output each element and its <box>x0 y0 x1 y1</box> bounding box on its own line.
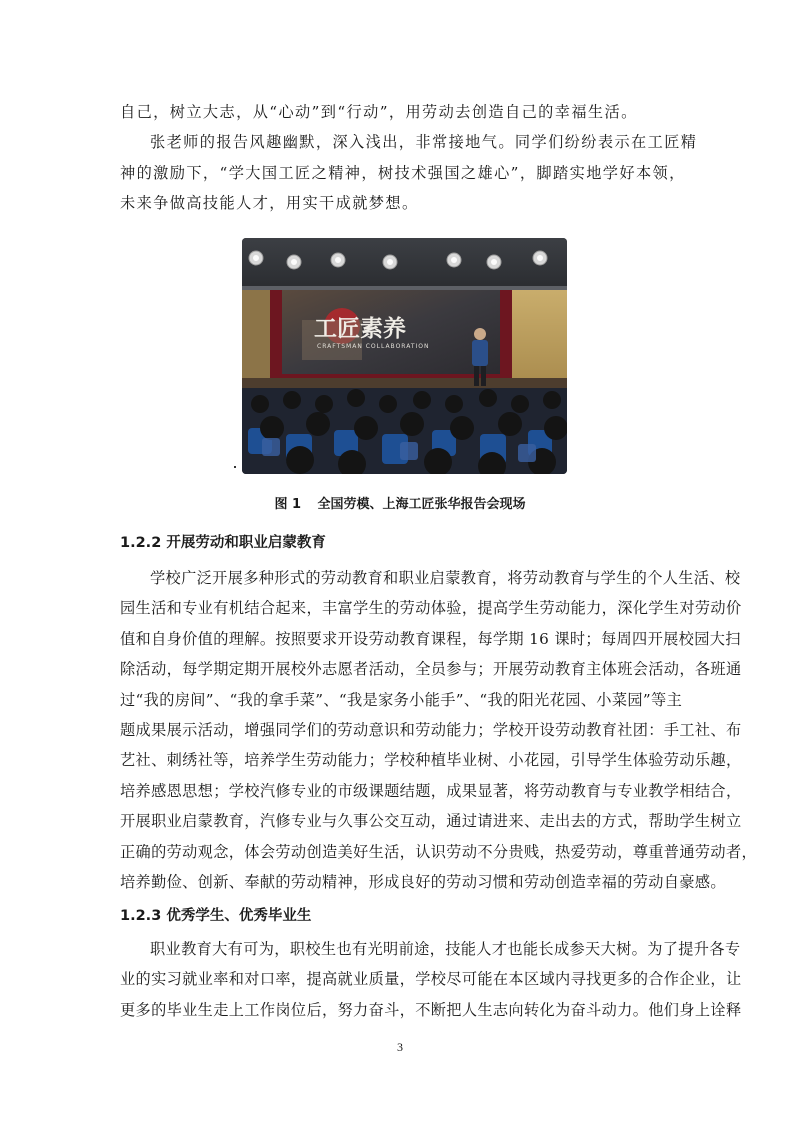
text-line: 业的实习就业率和对口率，提高就业质量，学校尽可能在本区域内寻找更多的合作企业，让 <box>120 970 742 989</box>
figure-number: 图 1 <box>274 497 302 512</box>
text-line: 值和自身价值的理解。按照要求开设劳动教育课程，每学期 16 课时；每周四开展校园大扫 <box>120 629 741 648</box>
text-line: 题成果展示活动，增强同学们的劳动意识和劳动能力；学校开设劳动教育社团：手工社、布 <box>120 720 742 739</box>
text-line: 艺社、刺绣社等，培养学生劳动能力；学校种植毕业树、小花园，引导学生体验劳动乐趣， <box>120 751 742 770</box>
text-line: 过“我的房间”、“我的拿手菜”、“我是家务小能手”、“我的阳光花园、小菜园”等主 <box>120 690 683 709</box>
text-line: 自己，树立大志，从“心动”到“行动”，用劳动去创造自己的幸福生活。 <box>120 103 638 121</box>
section-1-2-2-paragraph <box>120 563 758 897</box>
page-number: 3 <box>397 1040 403 1054</box>
figure-caption <box>0 493 800 512</box>
figure-caption-text: 全国劳模、上海工匠张华报告会现场 <box>317 497 526 512</box>
audience <box>242 388 567 474</box>
screen-subtitle: CRAFTSMAN COLLABORATION <box>317 343 430 350</box>
text-line: 更多的毕业生走上工作岗位后，努力奋斗，不断把人生志向转化为奋斗动力。他们身上诠释 <box>120 1000 742 1019</box>
text-line: 职业教育大有可为，职校生也有光明前途，技能人才也能长成参天大树。为了提升各专 <box>150 940 741 958</box>
section-heading-1-2-3: 1.2.3 优秀学生、优秀毕业生 <box>120 908 312 924</box>
section-heading-1-2-2: 1.2.2 开展劳动和职业启蒙教育 <box>120 535 326 551</box>
screen-title: 工匠素养 <box>314 315 406 342</box>
section-1-2-3-paragraph <box>120 934 742 1025</box>
text-line: 学校广泛开展多种形式的劳动教育和职业启蒙教育，将劳动教育与学生的个人生活、校 <box>150 569 741 587</box>
text-line: 神的激励下，“学大国工匠之精神，树技术强国之雄心”，脚踏实地学好本领， <box>120 163 686 182</box>
text-line: 除活动，每学期定期开展校外志愿者活动，全员参与；开展劳动教育主体班会活动，各班通 <box>120 660 742 679</box>
text-line: 张老师的报告风趣幽默，深入浅出，非常接地气。同学们纷纷表示在工匠精 <box>150 133 698 152</box>
stray-dot <box>234 466 236 468</box>
text-line: 园生活和专业有机结合起来，丰富学生的劳动体验，提高学生劳动能力，深化学生对劳动价 <box>120 599 742 618</box>
intro-paragraph <box>120 97 698 219</box>
text-line: 未来争做高技能人才，用实干成就梦想。 <box>120 194 419 213</box>
text-line: 开展职业启蒙教育，汽修专业与久事公交互动，通过请进来、走出去的方式，帮助学生树立 <box>120 812 742 831</box>
text-line: 培养感恩思想；学校汽修专业的市级课题结题，成果显著，将劳动教育与专业教学相结合， <box>120 781 742 800</box>
text-line: 正确的劳动观念，体会劳动创造美好生活，认识劳动不分贵贱，热爱劳动，尊重普通劳动者， <box>120 842 758 861</box>
text-line: 培养勤俭、创新、奉献的劳动精神，形成良好的劳动习惯和劳动创造幸福的劳动自豪感。 <box>120 872 726 891</box>
lecture-photo <box>242 238 567 474</box>
